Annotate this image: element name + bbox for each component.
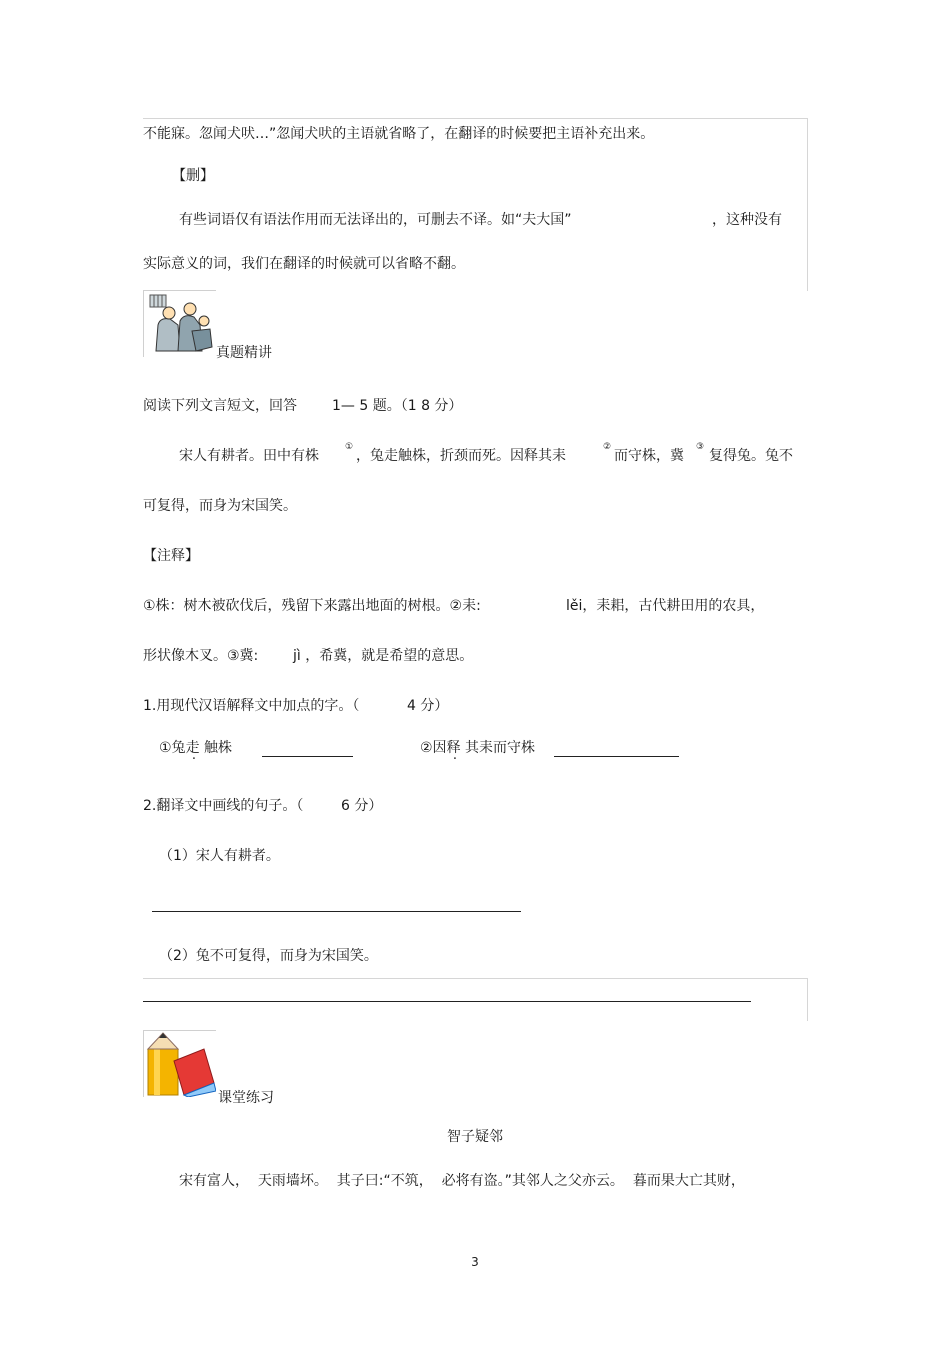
question-2-sentence-2: （2）兔不可复得，而身为宋国笑。: [159, 948, 378, 964]
question-2-stem: 2.翻译文中画线的句子。（: [143, 798, 304, 814]
answer-blank-1[interactable]: [262, 756, 353, 757]
note-marker-2: ②: [603, 442, 612, 452]
delete-heading: 【删】: [172, 168, 214, 184]
reading-intro: 阅读下列文言短文，回答: [143, 398, 297, 414]
passage-text-5: 可复得，而身为宋国笑。: [143, 498, 297, 514]
section-title-real-exam: 真题精讲: [216, 345, 272, 361]
delete-paragraph-b: ，这种没有: [712, 212, 782, 228]
dotted-char: 释: [446, 740, 461, 756]
question-1-score: 4 分）: [407, 698, 449, 714]
passage-text-1: 宋人有耕者。田中有株: [179, 448, 319, 464]
practice-passage: 宋有富人， 天雨墙坏。 其子曰:“不筑， 必将有盗。”其邻人之父亦云。 暮而果大亡其财，: [179, 1173, 745, 1189]
notes-heading: 【注释】: [143, 548, 199, 564]
dotted-char: 走: [185, 740, 200, 756]
section-title-practice: 课堂练习: [218, 1090, 274, 1106]
pencil-eraser-icon: [143, 1030, 216, 1097]
note-line-1b: lěi，耒耜，古代耕田用的农具，: [566, 598, 765, 614]
content-frame-bottom: [143, 978, 808, 1021]
passage-text-3: 而守株，冀: [614, 448, 684, 464]
answer-blank-2[interactable]: [554, 756, 679, 757]
delete-paragraph-a: 有些词语仅有语法作用而无法译出的，可删去不译。如“夫大国”: [179, 212, 572, 228]
question-1-stem: 1.用现代汉语解释文中加点的字。（: [143, 698, 360, 714]
practice-title: 智子疑邻: [447, 1129, 503, 1145]
reading-intro-range: 1— 5 题。（1 8 分）: [332, 398, 463, 414]
question-1-item-1: ①兔走 触株: [159, 740, 233, 756]
question-1-item-2: ②因释 其耒而守株: [420, 740, 536, 756]
page-number: 3: [471, 1255, 479, 1269]
note-line-2b: jì ，希冀，就是希望的意思。: [293, 648, 474, 664]
discussion-illustration-icon: [143, 290, 216, 357]
answer-line-1[interactable]: [152, 911, 521, 912]
note-line-1a: ①株：树木被砍伐后，残留下来露出地面的树根。②耒:: [143, 598, 481, 614]
answer-line-2[interactable]: [143, 1001, 751, 1002]
note-marker-1: ①: [345, 442, 354, 452]
note-marker-3: ③: [696, 442, 705, 452]
question-2-score: 6 分）: [341, 798, 383, 814]
note-line-2a: 形状像木叉。③冀:: [143, 648, 259, 664]
passage-text-2: ，兔走触株，折颈而死。因释其耒: [356, 448, 566, 464]
question-2-sentence-1: （1）宋人有耕者。: [159, 848, 280, 864]
passage-text-4: 复得兔。兔不: [709, 448, 793, 464]
delete-paragraph-c: 实际意义的词，我们在翻译的时候就可以省略不翻。: [143, 256, 465, 272]
continued-paragraph: 不能寐。忽闻犬吠…”忽闻犬吠的主语就省略了，在翻译的时候要把主语补充出来。: [143, 126, 655, 142]
